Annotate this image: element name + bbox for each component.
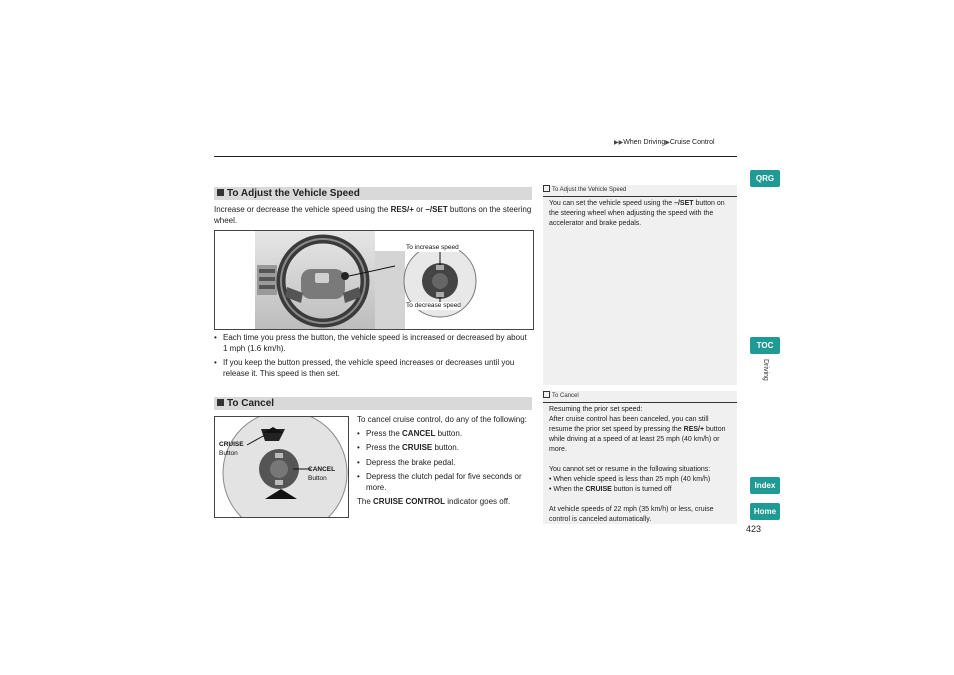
breadcrumb-item-when-driving[interactable]: When Driving bbox=[623, 139, 666, 146]
intro-text: or bbox=[413, 205, 426, 214]
header-rule bbox=[214, 156, 737, 157]
label-cruise-button bbox=[219, 440, 244, 458]
cruise-label: CRUISE bbox=[219, 441, 244, 448]
button-label: Button bbox=[219, 450, 238, 457]
adjust-speed-bullets bbox=[214, 333, 532, 383]
qrg-button[interactable]: QRG bbox=[750, 170, 780, 187]
side-note-heading: To Adjust the Vehicle Speed bbox=[543, 185, 737, 197]
steering-wheel-illustration bbox=[215, 231, 533, 329]
note-box-icon bbox=[543, 185, 550, 192]
list-item: • When vehicle speed is less than 25 mph (40 km/h) bbox=[549, 476, 711, 483]
cancel-instructions bbox=[357, 415, 533, 508]
cancel-outro: The CRUISE CONTROL indicator goes off. bbox=[357, 497, 511, 506]
list-item: • Press the CRUISE button. bbox=[357, 443, 533, 454]
section-title: To Cancel bbox=[227, 398, 275, 409]
res-button-term: RES/+ bbox=[390, 205, 414, 214]
section-heading-adjust-speed bbox=[214, 187, 532, 200]
adjust-speed-intro bbox=[214, 205, 532, 226]
cancel-buttons-figure bbox=[214, 416, 349, 518]
breadcrumb bbox=[614, 139, 715, 146]
page-number: 423 bbox=[746, 524, 762, 534]
cancel-intro: To cancel cruise control, do any of the following: bbox=[357, 415, 527, 424]
index-button[interactable]: Index bbox=[750, 477, 780, 494]
breadcrumb-arrow-icon: ▶ bbox=[665, 140, 670, 146]
list-item: • Depress the brake pedal. bbox=[357, 458, 533, 469]
side-note-to-cancel bbox=[543, 391, 737, 524]
note-box-icon bbox=[543, 391, 550, 398]
list-item: • Each time you press the button, the vehicle speed is increased or decreased by about 1 mph (1.6 km/h). bbox=[214, 333, 532, 354]
steering-wheel-figure bbox=[214, 230, 534, 330]
list-item: • Press the CANCEL button. bbox=[357, 429, 533, 440]
button-label: Button bbox=[308, 475, 327, 482]
heading-square-icon bbox=[217, 189, 224, 196]
side-note-paragraph: You cannot set or resume in the following situations: bbox=[549, 466, 711, 473]
section-heading-to-cancel bbox=[214, 397, 532, 410]
breadcrumb-arrow-icon: ▶▶ bbox=[614, 140, 624, 146]
bullet-list bbox=[214, 333, 532, 379]
side-note-text bbox=[543, 403, 737, 525]
side-note-heading: To Cancel bbox=[543, 391, 737, 403]
list-item: • Depress the clutch pedal for five seconds or more. bbox=[357, 472, 533, 493]
heading-square-icon bbox=[217, 399, 224, 406]
label-to-increase-speed: To increase speed bbox=[406, 244, 459, 251]
set-button-term: –/SET bbox=[425, 205, 448, 214]
home-button[interactable]: Home bbox=[750, 503, 780, 520]
list-item: • If you keep the button pressed, the vehicle speed increases or decreases until you release it. This speed is then set. bbox=[214, 358, 532, 379]
label-to-decrease-speed: To decrease speed bbox=[406, 302, 461, 309]
chapter-label-driving: Driving bbox=[762, 359, 769, 381]
cancel-label: CANCEL bbox=[308, 466, 336, 473]
breadcrumb-item-cruise-control: Cruise Control bbox=[669, 139, 715, 146]
side-note-subtitle: Resuming the prior set speed: bbox=[549, 406, 643, 413]
list-item: • When the CRUISE button is turned off bbox=[549, 486, 672, 493]
intro-text: Increase or decrease the vehicle speed using the bbox=[214, 205, 391, 214]
bullet-list bbox=[357, 429, 533, 494]
side-note-paragraph: After cruise control has been canceled, you can still resume the prior set speed by pressing the RES/+ button while driving at a speed of at least 25 mph (40 km/h) or more. bbox=[549, 416, 726, 453]
label-cancel-button bbox=[308, 465, 335, 483]
side-note-paragraph: At vehicle speeds of 22 mph (35 km/h) or less, cruise control is canceled automatically. bbox=[549, 506, 714, 523]
toc-button[interactable]: TOC bbox=[750, 337, 780, 354]
intro-text: buttons on the steering wheel. bbox=[214, 205, 532, 225]
section-title: To Adjust the Vehicle Speed bbox=[227, 188, 360, 199]
side-note-text: You can set the vehicle speed using the –/SET button on the steering wheel when adjusting the speed with the accelerator and brake pedals. bbox=[549, 200, 725, 227]
side-note-adjust-speed bbox=[543, 185, 737, 385]
